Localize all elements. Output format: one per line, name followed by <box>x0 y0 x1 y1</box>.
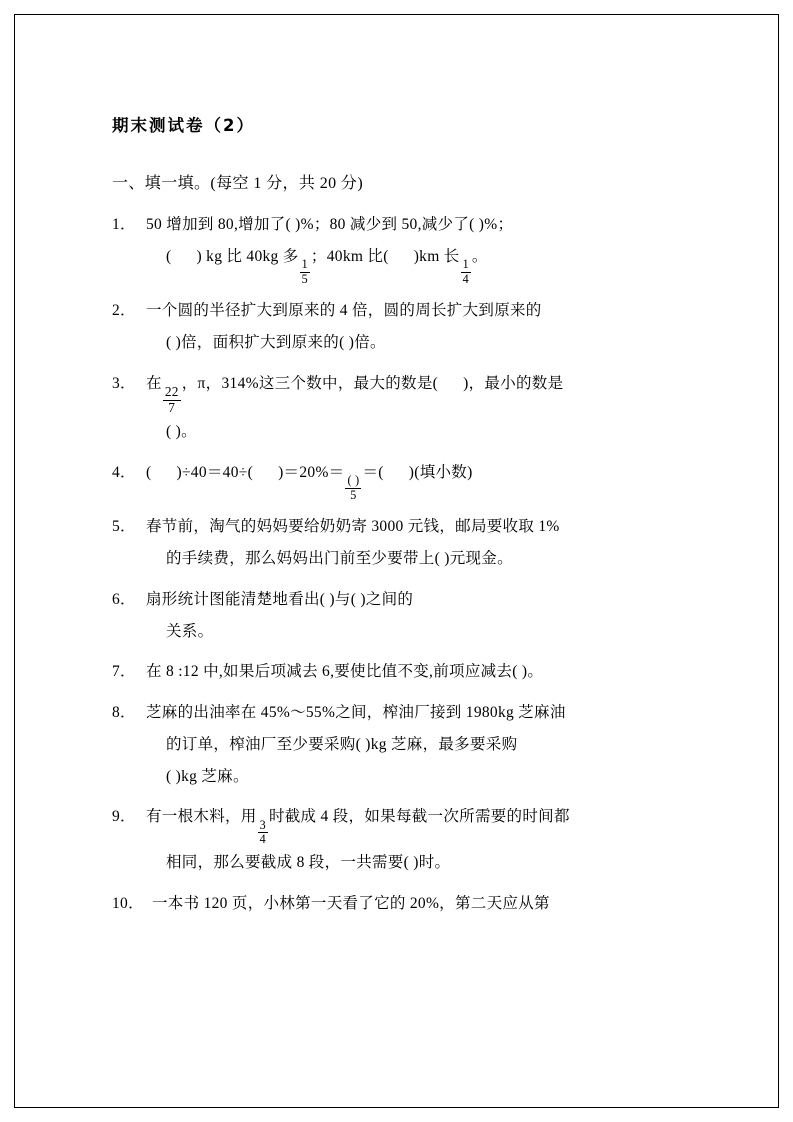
question-body <box>146 511 690 575</box>
question-number: 8． <box>112 704 136 722</box>
question-item <box>112 209 690 286</box>
question-item <box>112 801 690 878</box>
question-number: 3． <box>112 374 136 392</box>
question-item <box>112 295 690 359</box>
question-body <box>146 457 690 503</box>
line-head: 有一根木料，用 <box>146 808 257 826</box>
question-item <box>112 368 690 448</box>
question-line: 一个圆的半径扩大到原来的 4 倍，圆的周长扩大到原来的 <box>146 302 542 320</box>
question-line: 的手续费，那么妈妈出门前至少要带上( )元现金。 <box>166 550 513 568</box>
question-line: 的订单，榨油厂至少要采购( )kg 芝麻，最多要采购 <box>166 735 518 753</box>
question-line: 芝麻的出油率在 45%～55%之间，榨油厂接到 1980kg 芝麻油 <box>146 704 566 722</box>
question-item <box>112 584 690 648</box>
blank-paren: ( ) kg 比 40kg 多 <box>166 247 299 265</box>
page-content <box>112 112 690 928</box>
line-head: ( )÷40＝40÷( )＝20%＝ <box>146 463 345 481</box>
fraction-one-quarter: $\frac{1}{4}$ <box>462 257 469 286</box>
fraction-three-quarters: $\frac{3}{4}$ <box>259 817 266 847</box>
question-line: 相同，那么要截成 8 段，一共需要( )时。 <box>166 853 451 871</box>
question-body <box>146 801 690 878</box>
question-number: 9． <box>112 808 136 826</box>
page-title: 期末测试卷（2） <box>112 116 255 135</box>
question-number: 5． <box>112 518 136 536</box>
question-number: 4． <box>112 463 136 481</box>
section-heading: 一、填一填。(每空 1 分，共 20 分) <box>112 175 364 192</box>
fraction-22-over-7: $\frac{22}{7}$ <box>164 384 179 416</box>
question-line: ( )kg 芝麻。 <box>166 767 249 785</box>
line-tail: ＝( )(填小数) <box>362 463 473 481</box>
question-number: 10． <box>112 894 144 912</box>
question-body <box>146 584 690 648</box>
question-item <box>112 511 690 575</box>
line-tail: ；40km 比( )km 长 <box>310 247 460 265</box>
question-number: 6． <box>112 590 136 608</box>
fraction-blank-over-5: $\frac{( )}{5}$ <box>347 473 360 502</box>
line-end: 。 <box>471 247 488 265</box>
question-line <box>146 368 690 416</box>
question-number: 7． <box>112 663 136 681</box>
question-line: ( )倍，面积扩大到原来的( )倍。 <box>166 334 386 352</box>
question-number: 1． <box>112 216 136 233</box>
question-line <box>146 457 690 503</box>
question-item <box>112 457 690 503</box>
question-body <box>146 209 690 286</box>
question-line: 扇形统计图能清楚地看出( )与( )之间的 <box>146 590 414 608</box>
question-line: 一本书 120 页，小林第一天看了它的 20%，第二天应从第 <box>152 894 550 912</box>
question-line <box>146 241 690 287</box>
line-tail: ，π，314%这三个数中，最大的数是( )，最小的数是 <box>181 374 564 392</box>
question-body <box>152 888 690 920</box>
line-head: 在 <box>146 374 162 392</box>
question-line: 春节前，淘气的妈妈要给奶奶寄 3000 元钱，邮局要收取 1% <box>146 518 560 536</box>
fraction-one-fifth: $\frac{1}{5}$ <box>301 257 308 286</box>
question-body <box>146 656 690 688</box>
question-line: 在 8 :12 中,如果后项减去 6,要使比值不变,前项应减去( )。 <box>146 663 544 681</box>
line-tail: 时截成 4 段，如果每截一次所需要的时间都 <box>268 808 570 826</box>
question-item <box>112 656 690 688</box>
question-item <box>112 697 690 792</box>
question-body <box>146 697 690 792</box>
question-line: ( )。 <box>166 422 197 440</box>
question-item <box>112 888 690 920</box>
question-line: 50 增加到 80,增加了( )%；80 减少到 50,减少了( )%； <box>146 216 514 233</box>
question-body <box>146 295 690 359</box>
question-number: 2． <box>112 302 136 320</box>
question-line: 关系。 <box>166 622 214 640</box>
question-line <box>146 801 690 847</box>
question-body <box>146 368 690 448</box>
